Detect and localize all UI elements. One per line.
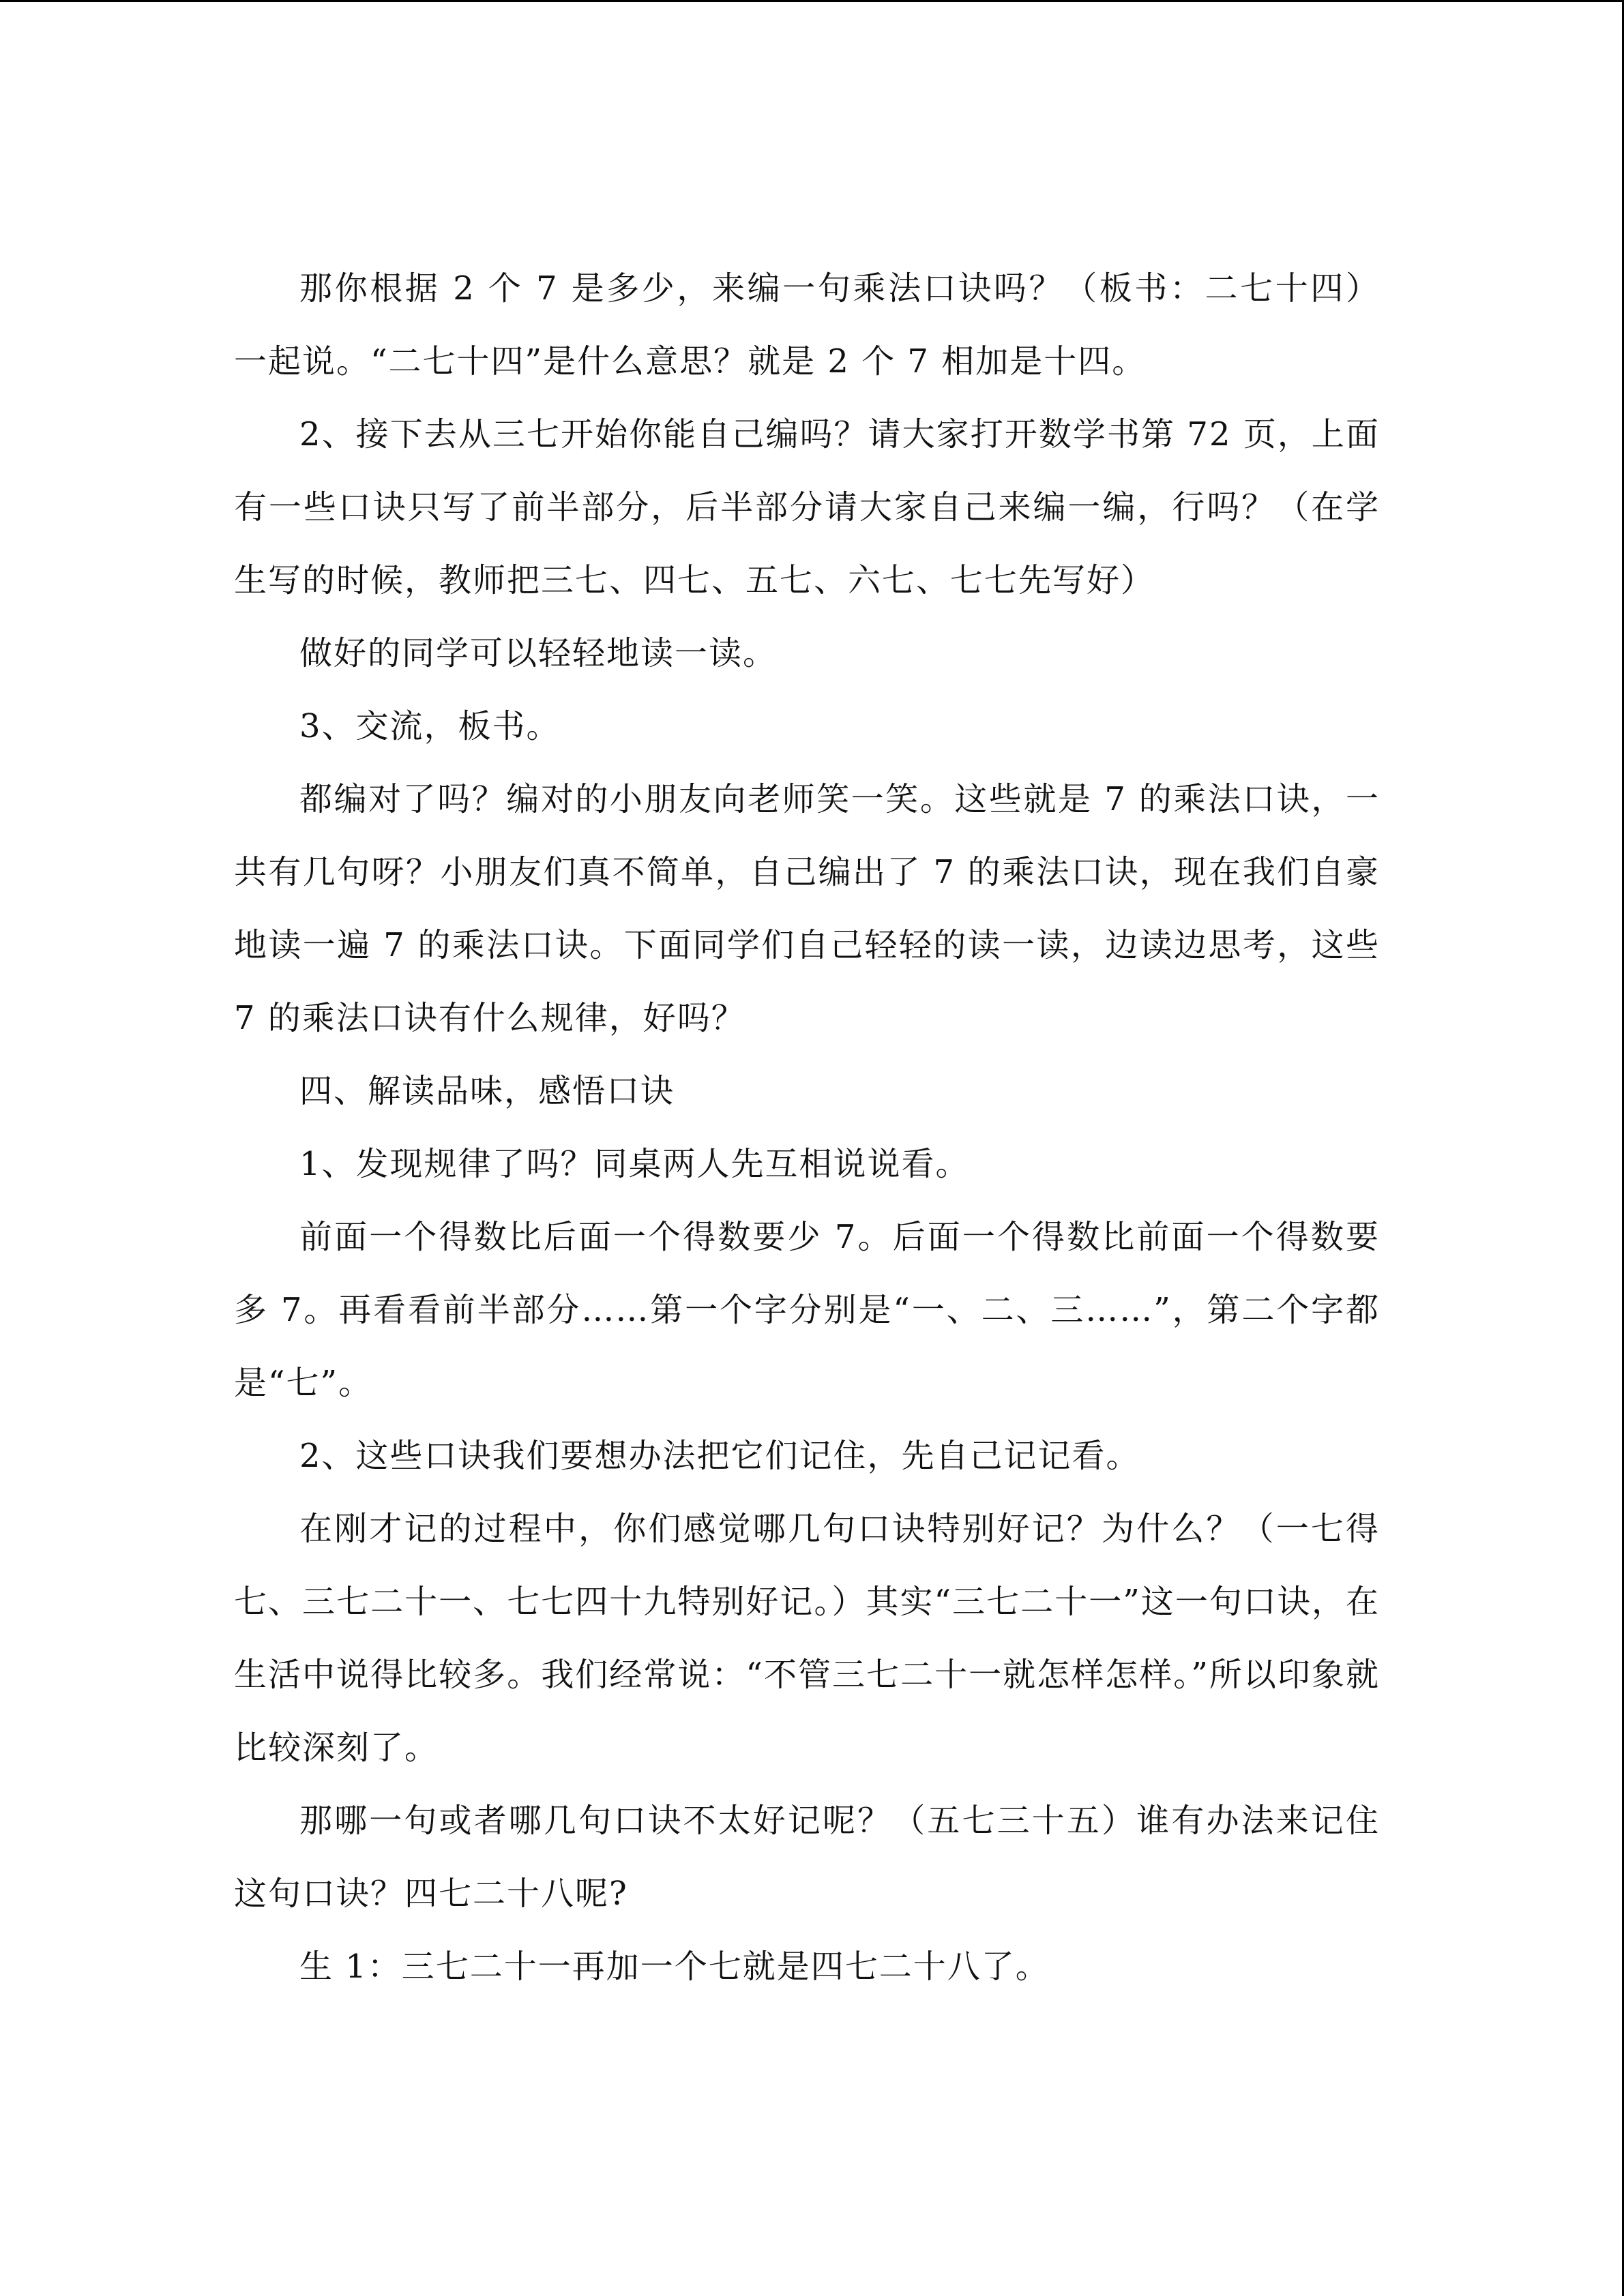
document-body: [234, 252, 1380, 2003]
paragraph: 2、这些口诀我们要想办法把它们记住，先自己记记看。: [299, 1437, 1140, 1475]
paragraph: 前面一个得数比后面一个得数要少 7。后面一个得数比前面一个得数要多 7。再看看前半部分……第一个字分别是“一、二、三……”，第二个字都是“七”。: [234, 1218, 1380, 1402]
paragraph: 3、交流，板书。: [299, 707, 561, 745]
paragraph: 1、发现规律了吗？同桌两人先互相说说看。: [299, 1145, 970, 1183]
paragraph: 在刚才记的过程中，你们感觉哪几句口诀特别好记？为什么？（一七得七、三七二十一、七七四十九特别好记。）其实“三七二十一”这一句口诀，在生活中说得比较多。我们经常说：“不管三七二十一就怎样怎样。”所以印象就比较深刻了。: [234, 1510, 1380, 1767]
paragraph: 2、接下去从三七开始你能自己编吗？请大家打开数学书第 72 页，上面有一些口诀只写了前半部分，后半部分请大家自己来编一编，行吗？（在学生写的时候，教师把三七、四七、五七、六七、七七先写好）: [234, 415, 1380, 599]
paragraph: 做好的同学可以轻轻地读一读。: [299, 634, 778, 672]
paragraph: 都编对了吗？编对的小朋友向老师笑一笑。这些就是 7 的乘法口诀，一共有几句呀？小朋友们真不简单，自己编出了 7 的乘法口诀，现在我们自豪地读一遍 7 的乘法口诀。下面同学们自己轻轻的读一读，边读边思考，这些 7 的乘法口诀有什么规律，好吗？: [234, 780, 1380, 1037]
paragraph: 那哪一句或者哪几句口诀不太好记呢？（五七三十五）谁有办法来记住这句口诀？四七二十八呢?: [234, 1802, 1380, 1913]
section-heading: 四、解读品味，感悟口诀: [299, 1072, 675, 1110]
paragraph: 那你根据 2 个 7 是多少，来编一句乘法口诀吗？（板书：二七十四）一起说。“二七十四”是什么意思？就是 2 个 7 相加是十四。: [234, 269, 1380, 381]
paragraph: 生 1：三七二十一再加一个七就是四七二十八了。: [299, 1948, 1050, 1986]
